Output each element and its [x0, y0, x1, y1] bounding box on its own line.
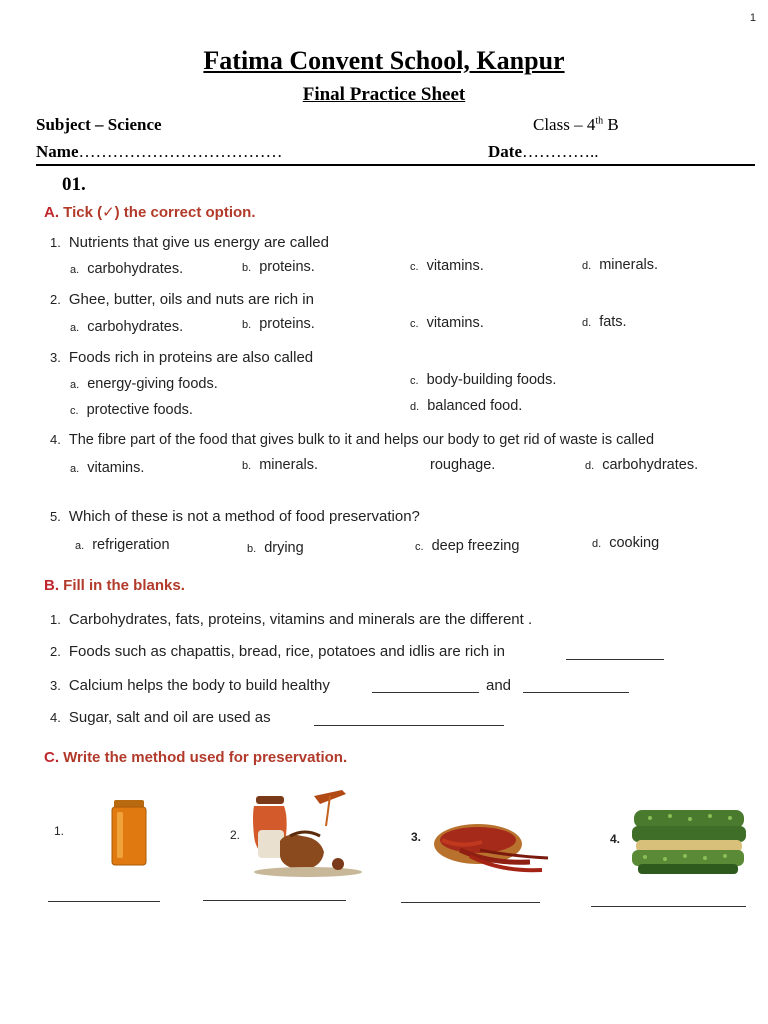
question-a4 — [50, 432, 654, 448]
class-text: Class – 4 — [533, 115, 596, 134]
option-letter: b. — [242, 262, 252, 274]
option-letter: c. — [410, 261, 419, 273]
option-a5-a[interactable] — [75, 537, 170, 553]
option-a1-b[interactable] — [242, 259, 315, 275]
option-text: balanced food. — [427, 398, 523, 414]
section-c-heading — [44, 749, 347, 766]
date-label: Date — [488, 142, 522, 161]
option-a3-c2[interactable] — [70, 402, 193, 418]
option-a2-a[interactable] — [70, 319, 183, 335]
picture-2-answer[interactable] — [203, 900, 346, 901]
section-b-label: B. — [44, 577, 59, 594]
question-a4-text: The fibre part of the food that gives bulk to it and helps our body to get rid of waste is called — [68, 432, 655, 448]
name-label: Name — [36, 142, 79, 161]
option-a4-c[interactable] — [430, 457, 495, 473]
option-text: vitamins. — [87, 460, 145, 476]
fill-b4-num: 4. — [50, 710, 61, 725]
option-letter: b. — [242, 460, 252, 472]
question-number: 01. — [62, 174, 86, 195]
option-a3-a[interactable] — [70, 376, 218, 392]
fill-b1-num: 1. — [50, 612, 61, 627]
fill-b4 — [50, 709, 271, 726]
fill-b3 — [50, 677, 330, 694]
fill-b2-text: Foods such as chapattis, bread, rice, potatoes and idlis are rich in — [68, 643, 505, 660]
vegetables-icon — [630, 806, 750, 880]
fill-b1-text: Carbohydrates, fats, proteins, vitamins and minerals are the different . — [68, 611, 533, 628]
option-text: roughage. — [430, 457, 496, 473]
option-a1-a[interactable] — [70, 261, 183, 277]
dried-chillies-basket-icon — [430, 820, 552, 880]
sheet-title: Final Practice Sheet — [302, 84, 466, 105]
option-text: refrigeration — [92, 537, 170, 553]
picture-3-number: 3. — [411, 830, 422, 844]
question-a4-num: 4. — [50, 432, 61, 447]
option-text: cooking — [609, 535, 660, 551]
option-letter: a. — [75, 540, 85, 552]
question-a5 — [50, 508, 420, 525]
option-a4-b[interactable] — [242, 457, 318, 473]
class-label — [533, 115, 619, 135]
option-a2-d[interactable] — [582, 314, 627, 330]
picture-4-answer[interactable] — [591, 906, 746, 907]
picture-4-number: 4. — [610, 832, 621, 846]
class-section: B — [607, 115, 619, 134]
fill-b4-text: Sugar, salt and oil are used as — [68, 709, 271, 726]
option-text: minerals. — [599, 257, 659, 273]
option-a5-d[interactable] — [592, 535, 659, 551]
picture-3-answer[interactable] — [401, 902, 540, 903]
question-a3-text: Foods rich in proteins are also called — [68, 349, 314, 366]
option-a2-c[interactable] — [410, 315, 484, 331]
option-a1-d[interactable] — [582, 257, 658, 273]
option-letter: a. — [70, 322, 80, 334]
option-a5-c[interactable] — [415, 538, 519, 554]
name-field[interactable] — [36, 142, 282, 162]
option-a3-c1[interactable] — [410, 372, 556, 388]
option-letter: d. — [585, 460, 595, 472]
option-text: proteins. — [259, 259, 315, 275]
picture-1-number: 1. — [54, 824, 65, 838]
option-letter: d. — [410, 401, 420, 413]
picture-1-answer[interactable] — [48, 901, 160, 902]
jam-jar-icon — [108, 798, 150, 868]
page-number: 1 — [749, 12, 756, 24]
name-dots: ……………………………… — [78, 142, 283, 161]
fill-b2-blank[interactable] — [566, 659, 664, 660]
option-text: protective foods. — [86, 402, 193, 418]
section-a-label: A. — [44, 204, 59, 221]
option-text: drying — [264, 540, 304, 556]
option-letter: b. — [242, 319, 252, 331]
pickle-jars-icon — [250, 786, 362, 878]
question-a2 — [50, 291, 314, 308]
option-text: body-building foods. — [426, 372, 557, 388]
option-text: proteins. — [259, 316, 315, 332]
option-text: fats. — [599, 314, 627, 330]
option-letter: c. — [415, 541, 424, 553]
fill-b1 — [50, 611, 532, 628]
option-letter: d. — [582, 260, 592, 272]
question-a5-text: Which of these is not a method of food preservation? — [68, 508, 420, 525]
fill-b3-blank-2[interactable] — [523, 692, 629, 693]
option-letter: a. — [70, 463, 80, 475]
section-c-label: C. — [44, 749, 59, 766]
option-a4-a[interactable] — [70, 460, 144, 476]
header-divider — [36, 164, 755, 166]
school-name: Fatima Convent School, Kanpur — [203, 46, 565, 75]
option-text: energy-giving foods. — [87, 376, 218, 392]
question-a2-text: Ghee, butter, oils and nuts are rich in — [68, 291, 314, 308]
question-a1 — [50, 234, 329, 251]
fill-b3-num: 3. — [50, 678, 61, 693]
option-a4-d[interactable] — [585, 457, 698, 473]
option-letter: b. — [247, 543, 257, 555]
option-letter: d. — [582, 317, 592, 329]
question-a1-text: Nutrients that give us energy are called — [68, 234, 329, 251]
option-a1-c[interactable] — [410, 258, 484, 274]
option-text: carbohydrates. — [87, 319, 184, 335]
option-text: vitamins. — [426, 258, 484, 274]
question-a3 — [50, 349, 313, 366]
fill-b2-num: 2. — [50, 644, 61, 659]
question-a5-num: 5. — [50, 509, 61, 524]
section-b-title: Fill in the blanks. — [63, 577, 185, 594]
picture-2-number: 2. — [230, 828, 241, 842]
date-dots: ………….. — [521, 142, 599, 161]
fill-b4-blank[interactable] — [314, 725, 504, 726]
option-text: minerals. — [259, 457, 319, 473]
option-letter: a. — [70, 264, 80, 276]
section-b-heading — [44, 577, 185, 594]
option-letter: c. — [410, 318, 419, 330]
option-a3-d[interactable] — [410, 398, 522, 414]
option-letter: c. — [70, 405, 79, 417]
option-text: deep freezing — [431, 538, 520, 554]
section-c-title: Write the method used for preservation. — [63, 749, 348, 766]
subject-label: Subject – Science — [36, 115, 162, 134]
option-text: vitamins. — [426, 315, 484, 331]
fill-b3-text: Calcium helps the body to build healthy — [68, 677, 330, 694]
date-field[interactable] — [488, 142, 598, 162]
class-sup: th — [595, 115, 604, 127]
section-a-heading — [44, 203, 255, 221]
option-letter: a. — [70, 379, 80, 391]
question-a2-num: 2. — [50, 292, 61, 307]
option-text: carbohydrates. — [602, 457, 699, 473]
fill-b3-blank-1[interactable] — [372, 692, 479, 693]
fill-b2 — [50, 643, 505, 660]
option-letter: d. — [592, 538, 602, 550]
option-text: carbohydrates. — [87, 261, 184, 277]
option-a5-b[interactable] — [247, 540, 304, 556]
question-a3-num: 3. — [50, 350, 61, 365]
option-a2-b[interactable] — [242, 316, 315, 332]
question-a1-num: 1. — [50, 235, 61, 250]
fill-b3-and: and — [486, 677, 512, 694]
option-letter: c. — [410, 375, 419, 387]
section-a-title: Tick (✓) the correct option. — [63, 204, 256, 221]
